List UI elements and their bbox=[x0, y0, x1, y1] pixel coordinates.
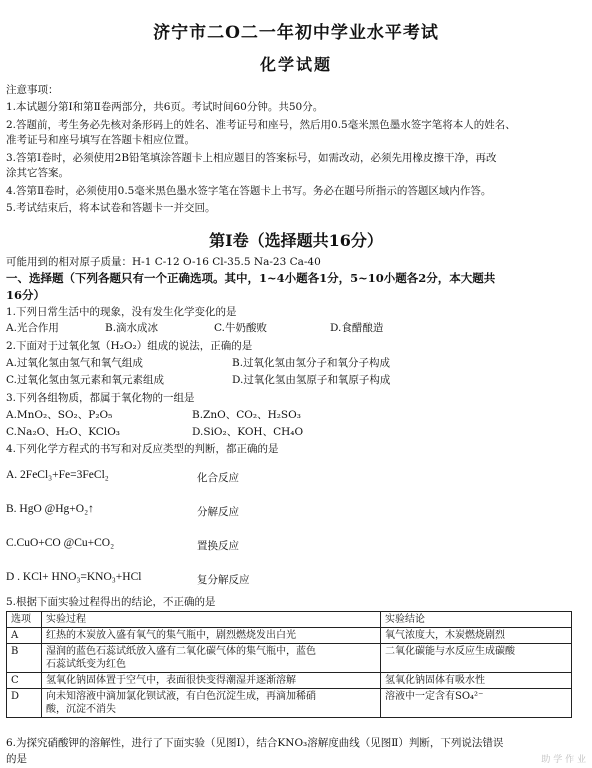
table-header: 实验过程 bbox=[42, 612, 381, 628]
q3-option-b: B.ZnO、CO₂、H₂SO₃ bbox=[192, 409, 301, 421]
q4-equation-d: D . KCl+ HNO₃=KNO₃+HCl bbox=[6, 571, 142, 583]
notice-item: 3.答第Ⅰ卷时，必须使用2B铅笔填涂答题卡上相应题目的答案标号，如需改动，必须先用橡皮擦干净，再改 bbox=[6, 152, 497, 164]
question-6-stem: 6.为探究硝酸钾的溶解性，进行了下面实验（见图Ⅰ），结合KNO₃溶解度曲线（见图Ⅱ）判断，下列说法错误 bbox=[6, 737, 504, 749]
table-cell-process bbox=[42, 689, 381, 718]
table-cell-option: A bbox=[7, 628, 42, 644]
q4-equation-b: B. HgO @Hg+O₂↑ bbox=[6, 503, 94, 515]
table-row bbox=[7, 673, 572, 689]
table-header: 选项 bbox=[7, 612, 42, 628]
atomic-masses: 可能用到的相对原子质量：H-1 C-12 O-16 Cl-35.5 Na-23 Ca-40 bbox=[6, 256, 321, 268]
process-text: 氢氧化钠固体置于空气中，表面很快变得潮湿并逐渐溶解 bbox=[46, 675, 296, 686]
q3-option-d: D.SiO₂、KOH、CH₄O bbox=[192, 426, 304, 438]
q1-option-d: D.食醋酿造 bbox=[330, 322, 384, 334]
notice-heading: 注意事项： bbox=[6, 84, 59, 96]
section-instructions-cont: 16分） bbox=[6, 288, 46, 302]
table-cell-conclusion: 二氧化碳能与水反应生成碳酸 bbox=[381, 644, 572, 673]
table-row bbox=[7, 689, 572, 718]
experiment-table bbox=[6, 611, 572, 718]
process-text: 石蕊试纸变为红色 bbox=[46, 659, 126, 670]
q3-option-a: A.MnO₂、SO₂、P₂O₅ bbox=[6, 409, 113, 421]
table-row bbox=[7, 644, 572, 673]
table-header-row bbox=[7, 612, 572, 628]
table-cell-conclusion: 氧气浓度大，木炭燃烧剧烈 bbox=[381, 628, 572, 644]
question-5-stem: 5.根据下面实验过程得出的结论，不正确的是 bbox=[6, 596, 216, 608]
table-cell-option: D bbox=[7, 689, 42, 718]
table-cell-option: C bbox=[7, 673, 42, 689]
notice-item: 1.本试题分第Ⅰ和第Ⅱ卷两部分，共6页。考试时间60分钟。共50分。 bbox=[6, 101, 324, 113]
process-text: 湿润的蓝色石蕊试纸放入盛有二氧化碳气体的集气瓶中，蓝色 bbox=[46, 646, 316, 657]
table-cell-option: B bbox=[7, 644, 42, 673]
process-text: 向未知溶液中滴加氯化钡试液，有白色沉淀生成，再滴加稀硝 bbox=[46, 691, 316, 702]
q3-option-c: C.Na₂O、H₂O、KClO₃ bbox=[6, 426, 121, 438]
q4-type-a: 化合反应 bbox=[197, 472, 239, 484]
table-cell-conclusion: 氢氧化钠固体有吸水性 bbox=[381, 673, 572, 689]
process-text: 红热的木炭放入盛有氧气的集气瓶中，剧烈燃烧发出白光 bbox=[46, 630, 296, 641]
q4-type-d: 复分解反应 bbox=[197, 574, 250, 586]
q4-equation-a: A. 2FeCl₃+Fe=3FeCl₂ bbox=[6, 469, 109, 481]
q2-option-c: C.过氧化氢由氢元素和氧元素组成 bbox=[6, 374, 164, 386]
question-3-stem: 3.下列各组物质，都属于氧化物的一组是 bbox=[6, 392, 195, 404]
q1-option-c: C.牛奶酸败 bbox=[214, 322, 267, 334]
table-row bbox=[7, 628, 572, 644]
question-4-stem: 4.下列化学方程式的书写和对反应类型的判断，都正确的是 bbox=[6, 443, 279, 455]
exam-title: 济宁市二O二一年初中学业水平考试 bbox=[153, 23, 439, 43]
section-title: 第Ⅰ卷（选择题共16分） bbox=[209, 231, 383, 250]
q4-equation-c: C.CuO+CO @Cu+CO₂ bbox=[6, 537, 115, 549]
notice-item: 2.答题前，考生务必先核对条形码上的姓名、准考证号和座号，然后用0.5毫米黑色墨水签字笔将本人的姓名、 bbox=[6, 119, 516, 131]
table-cell-process bbox=[42, 644, 381, 673]
notice-item: 涂其它答案。 bbox=[6, 167, 69, 179]
q1-option-b: B.滴水成冰 bbox=[105, 322, 159, 334]
q4-type-b: 分解反应 bbox=[197, 506, 239, 518]
subject-title: 化学试题 bbox=[259, 55, 332, 74]
table-header: 实验结论 bbox=[381, 612, 572, 628]
watermark: 助 学 作 业 bbox=[541, 755, 586, 765]
q2-option-a: A.过氧化氢由氢气和氧气组成 bbox=[6, 357, 143, 369]
q2-option-d: D.过氧化氢由氢原子和氧原子构成 bbox=[232, 374, 391, 386]
q1-option-a: A.光合作用 bbox=[6, 322, 59, 334]
table-cell-process bbox=[42, 673, 381, 689]
process-text: 酸，沉淀不消失 bbox=[46, 704, 116, 715]
notice-item: 准考证号和座号填写在答题卡相应位置。 bbox=[6, 134, 195, 146]
notice-item: 4.答第Ⅱ卷时，必须使用0.5毫米黑色墨水签字笔在答题卡上书写。务必在题号所指示的答题区域内作答。 bbox=[6, 185, 492, 197]
q2-option-b: B.过氧化氢由氢分子和氧分子构成 bbox=[232, 357, 391, 369]
table-cell-process bbox=[42, 628, 381, 644]
question-1-stem: 1.下列日常生活中的现象，没有发生化学变化的是 bbox=[6, 306, 237, 318]
notice-item: 5.考试结束后，将本试卷和答题卡一并交回。 bbox=[6, 202, 216, 214]
table-cell-conclusion: 溶液中一定含有SO₄²⁻ bbox=[381, 689, 572, 718]
question-2-stem: 2.下面对于过氧化氢（H₂O₂）组成的说法，正确的是 bbox=[6, 340, 253, 352]
section-instructions: 一、选择题（下列各题只有一个正确选项。其中，1~4小题各1分，5~10小题各2分，本大题共 bbox=[6, 271, 496, 285]
question-6-stem-cont: 的是 bbox=[6, 753, 27, 765]
q4-type-c: 置换反应 bbox=[197, 540, 239, 552]
